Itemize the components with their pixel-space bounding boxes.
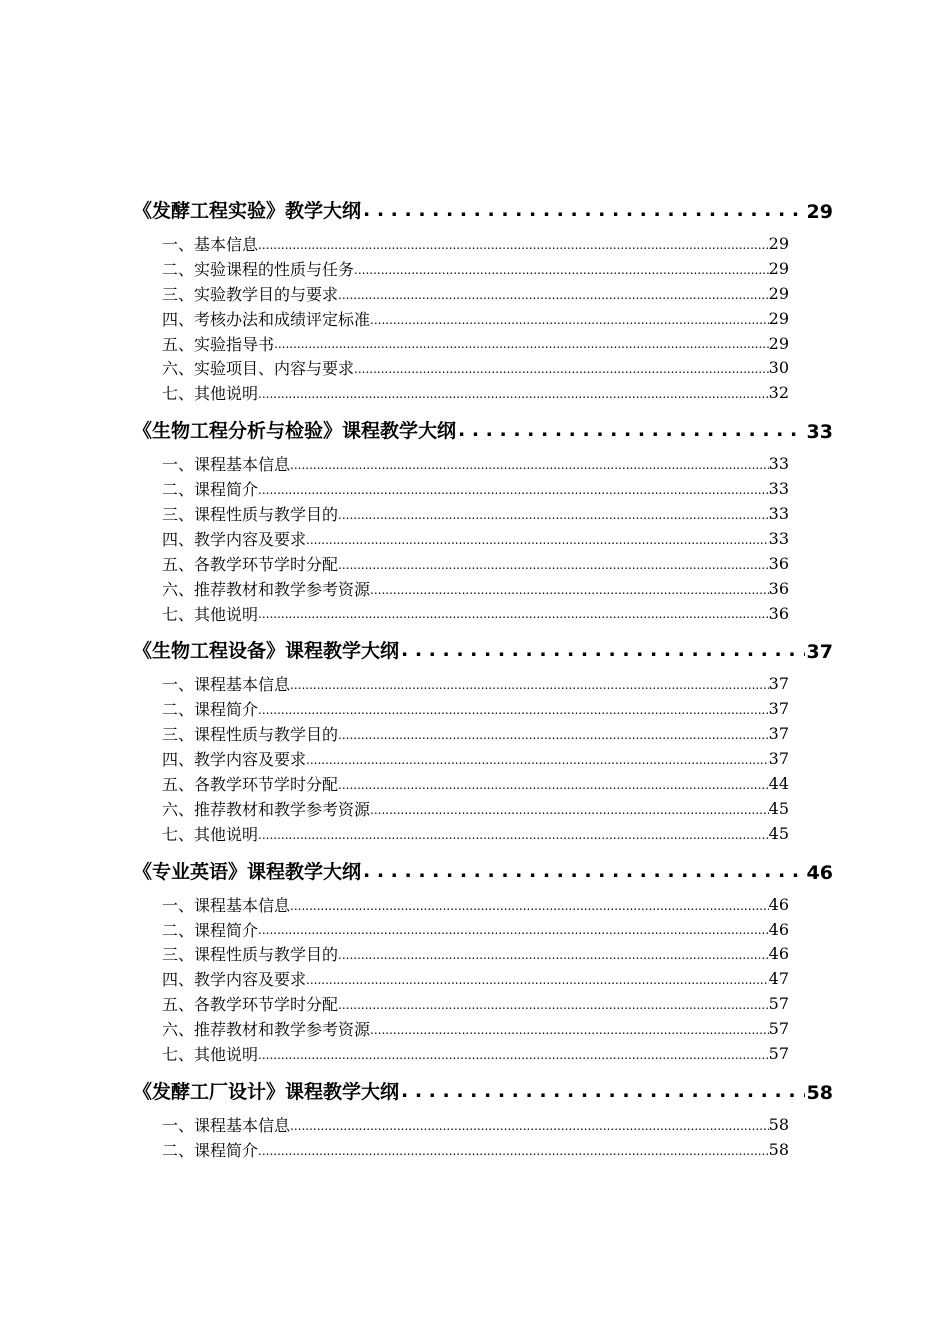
toc-entry[interactable] (162, 576, 789, 601)
toc-entry-label: 二、实验课程的性质与任务 (162, 259, 355, 279)
toc-entry-page-number: 36 (768, 603, 789, 623)
toc-heading-title: 《发酵工程实验》教学大纲 (133, 200, 362, 222)
toc-entry-list (0, 892, 950, 1066)
toc-entry-page-number: 46 (768, 919, 789, 939)
toc-entry-page-number: 37 (768, 674, 789, 694)
dot-leader (290, 458, 769, 476)
toc-heading[interactable] (133, 848, 833, 884)
toc-entry[interactable] (162, 941, 789, 966)
toc-entry-label: 四、教学内容及要求 (162, 970, 307, 990)
toc-entry-label: 三、课程性质与教学目的 (162, 504, 339, 524)
toc-entry-label: 五、各教学环节学时分配 (162, 774, 339, 794)
dot-leader (258, 923, 769, 941)
dot-leader (354, 263, 769, 281)
toc-heading-title: 《发酵工厂设计》课程教学大纲 (133, 1080, 400, 1103)
dot-leader (338, 778, 769, 796)
toc-entry-page-number: 47 (768, 969, 789, 989)
toc-entry-label: 六、实验项目、内容与要求 (162, 359, 355, 379)
toc-entry[interactable] (162, 671, 789, 696)
toc-entry[interactable] (162, 306, 789, 331)
toc-entry[interactable] (162, 380, 789, 405)
toc-entry-page-number: 32 (768, 383, 789, 403)
toc-entry[interactable] (162, 1137, 789, 1162)
toc-entry[interactable] (162, 892, 789, 917)
toc-entry-label: 三、实验教学目的与要求 (162, 284, 339, 304)
toc-heading[interactable] (133, 627, 833, 663)
toc-entry-list (0, 451, 950, 625)
toc-entry-page-number: 37 (768, 724, 789, 744)
dot-leader (370, 583, 769, 601)
toc-entry-label: 五、各教学环节学时分配 (162, 995, 339, 1015)
toc-entry-label: 二、课程简介 (162, 700, 259, 720)
toc-entry[interactable] (162, 1041, 789, 1066)
dot-leader (354, 362, 769, 380)
toc-entry-page-number: 57 (768, 1043, 789, 1063)
toc-entry-label: 一、课程基本信息 (162, 455, 291, 475)
toc-entry[interactable] (162, 231, 789, 256)
toc-entry-page-number: 29 (768, 308, 789, 328)
toc-entry-page-number: 57 (768, 1019, 789, 1039)
dot-leader (458, 421, 805, 443)
toc-heading-title: 《生物工程设备》课程教学大纲 (133, 640, 400, 663)
toc-entry-label: 七、其他说明 (162, 604, 259, 624)
toc-section (0, 1068, 950, 1162)
toc-entry-page-number: 36 (768, 553, 789, 573)
dot-leader (258, 1048, 769, 1066)
dot-leader (370, 1023, 769, 1041)
toc-entry[interactable] (162, 601, 789, 626)
toc-heading-page-number: 29 (806, 201, 833, 223)
toc-entry-label: 一、基本信息 (162, 234, 259, 254)
toc-entry[interactable] (162, 917, 789, 942)
toc-entry-page-number: 29 (768, 258, 789, 278)
toc-section (0, 187, 950, 405)
toc-entry-page-number: 36 (768, 578, 789, 598)
toc-entry-label: 一、课程基本信息 (162, 675, 291, 695)
toc-entry-page-number: 33 (768, 503, 789, 523)
toc-entry[interactable] (162, 551, 789, 576)
toc-entry[interactable] (162, 991, 789, 1016)
toc-entry[interactable] (162, 966, 789, 991)
toc-entry-label: 二、课程简介 (162, 480, 259, 500)
toc-entry-label: 六、推荐教材和教学参考资源 (162, 799, 371, 819)
dot-leader (258, 238, 769, 256)
toc-entry-page-number: 46 (768, 894, 789, 914)
dot-leader (258, 1144, 769, 1162)
toc-entry-label: 三、课程性质与教学目的 (162, 945, 339, 965)
toc-heading[interactable] (133, 1068, 833, 1104)
toc-entry-label: 七、其他说明 (162, 824, 259, 844)
toc-entry-label: 二、课程简介 (162, 920, 259, 940)
toc-entry-label: 二、课程简介 (162, 1140, 259, 1160)
dot-leader (370, 803, 769, 821)
toc-heading[interactable] (133, 407, 833, 443)
dot-leader (338, 998, 769, 1016)
dot-leader (338, 288, 769, 306)
toc-entry[interactable] (162, 476, 789, 501)
toc-entry-label: 六、推荐教材和教学参考资源 (162, 579, 371, 599)
dot-leader (290, 899, 769, 917)
toc-entry-label: 六、推荐教材和教学参考资源 (162, 1020, 371, 1040)
toc-entry[interactable] (162, 501, 789, 526)
toc-entry-page-number: 33 (768, 479, 789, 499)
toc-entry-list (0, 671, 950, 845)
dot-leader (306, 753, 769, 771)
toc-entry-page-number: 30 (768, 358, 789, 378)
toc-section (0, 627, 950, 845)
toc-entry[interactable] (162, 796, 789, 821)
dot-leader (306, 973, 769, 991)
toc-heading-title: 《生物工程分析与检验》课程教学大纲 (133, 420, 457, 443)
toc-entry-page-number: 33 (768, 454, 789, 474)
toc-entry-page-number: 29 (768, 333, 789, 353)
toc-heading-page-number: 46 (806, 861, 833, 884)
toc-entry-label: 七、其他说明 (162, 384, 259, 404)
dot-leader (290, 1119, 769, 1137)
toc-entry-page-number: 58 (768, 1139, 789, 1159)
toc-entry[interactable] (162, 331, 789, 356)
dot-leader (338, 508, 769, 526)
toc-entry-page-number: 37 (768, 749, 789, 769)
toc-entry-page-number: 46 (768, 944, 789, 964)
dot-leader (363, 201, 805, 223)
toc-entry[interactable] (162, 451, 789, 476)
toc-entry-page-number: 45 (768, 823, 789, 843)
dot-leader (258, 607, 769, 625)
toc-section (0, 848, 950, 1066)
dot-leader (274, 337, 769, 355)
toc-heading-page-number: 58 (806, 1081, 833, 1104)
dot-leader (258, 483, 769, 501)
toc-entry-label: 三、课程性质与教学目的 (162, 725, 339, 745)
toc-entry-label: 五、实验指导书 (162, 334, 275, 354)
toc-entry-label: 一、课程基本信息 (162, 1115, 291, 1135)
toc-entry-page-number: 58 (768, 1114, 789, 1134)
toc-entry[interactable] (162, 821, 789, 846)
dot-leader (258, 387, 769, 405)
toc-entry-label: 七、其他说明 (162, 1044, 259, 1064)
toc-heading-page-number: 33 (806, 421, 833, 444)
dot-leader (258, 703, 769, 721)
toc-entry[interactable] (162, 256, 789, 281)
dot-leader (401, 641, 805, 663)
toc-entry-page-number: 29 (768, 233, 789, 253)
toc-entry-label: 四、考核办法和成绩评定标准 (162, 309, 371, 329)
toc-entry[interactable] (162, 1112, 789, 1137)
toc-heading-page-number: 37 (806, 641, 833, 664)
toc-entry-page-number: 29 (768, 283, 789, 303)
toc-entry[interactable] (162, 721, 789, 746)
table-of-contents (0, 187, 950, 1164)
dot-leader (306, 533, 769, 551)
dot-leader (363, 862, 805, 884)
toc-entry-page-number: 57 (768, 994, 789, 1014)
toc-entry[interactable] (162, 1016, 789, 1041)
toc-entry-label: 四、教学内容及要求 (162, 750, 307, 770)
toc-entry-list (0, 1112, 950, 1162)
toc-entry[interactable] (162, 696, 789, 721)
toc-heading-title: 《专业英语》课程教学大纲 (133, 860, 362, 883)
toc-entry[interactable] (162, 281, 789, 306)
toc-heading[interactable] (133, 187, 833, 223)
dot-leader (290, 678, 769, 696)
toc-entry-page-number: 33 (768, 528, 789, 548)
dot-leader (338, 558, 769, 576)
toc-entry-page-number: 37 (768, 699, 789, 719)
toc-entry[interactable] (162, 526, 789, 551)
dot-leader (338, 728, 769, 746)
toc-entry-page-number: 44 (768, 773, 789, 793)
toc-entry-label: 一、课程基本信息 (162, 895, 291, 915)
toc-entry-label: 四、教学内容及要求 (162, 529, 307, 549)
toc-entry[interactable] (162, 355, 789, 380)
toc-entry[interactable] (162, 746, 789, 771)
dot-leader (258, 828, 769, 846)
toc-section (0, 407, 950, 625)
toc-entry-label: 五、各教学环节学时分配 (162, 554, 339, 574)
toc-entry[interactable] (162, 771, 789, 796)
dot-leader (370, 313, 769, 331)
dot-leader (401, 1082, 805, 1104)
dot-leader (338, 948, 769, 966)
toc-entry-page-number: 45 (768, 798, 789, 818)
toc-entry-list (0, 231, 950, 405)
